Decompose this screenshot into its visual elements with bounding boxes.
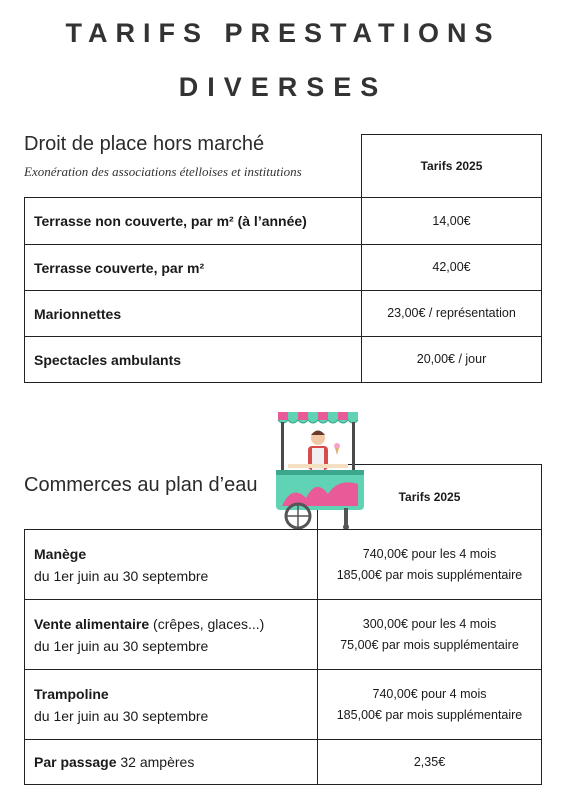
- page-title-line-2: DIVERSES: [178, 72, 388, 102]
- page-title-line-1: TARIFS PRESTATIONS: [65, 18, 501, 48]
- row-label-cell: [25, 530, 318, 600]
- section2-title: Commerces au plan d’eau: [24, 474, 258, 496]
- row-period: du 1er juin au 30 septembre: [34, 637, 209, 654]
- row-label-extra: (crêpes, glaces...): [149, 615, 265, 632]
- table-row: [25, 740, 542, 785]
- row-price-line2: 185,00€ par mois supplémentaire: [336, 567, 523, 582]
- row-label: Par passage: [34, 754, 117, 770]
- row-period: du 1er juin au 30 septembre: [34, 567, 209, 584]
- section1-price-header: Tarifs 2025: [420, 159, 483, 173]
- row-price-line2: 75,00€ par mois supplémentaire: [340, 637, 519, 652]
- row-price-cell: [318, 530, 542, 600]
- row-price-cell: [318, 600, 542, 670]
- row-label: Manège: [34, 545, 87, 562]
- table-row: [25, 245, 542, 291]
- table-row: [25, 600, 542, 670]
- table-row: [25, 291, 542, 337]
- table-row: [25, 670, 542, 740]
- row-price-cell: [318, 670, 542, 740]
- row-label: Trampoline: [34, 685, 109, 702]
- row-label: Terrasse couverte, par m²: [25, 245, 362, 291]
- table-row: [25, 198, 542, 245]
- ice-cream-cart-illustration: [272, 408, 368, 532]
- section1-subtitle: Exonération des associations ételloises et institutions: [24, 164, 302, 179]
- section2-table: [24, 529, 542, 785]
- section2-price-header: Tarifs 2025: [398, 490, 461, 504]
- row-price: 42,00€: [362, 245, 542, 291]
- section1-title: Droit de place hors marché: [24, 133, 265, 155]
- row-label: Terrasse non couverte, par m² (à l’année): [25, 198, 362, 245]
- row-price: 23,00€ / représentation: [362, 291, 542, 337]
- row-price-line2: 185,00€ par mois supplémentaire: [336, 707, 523, 722]
- row-price-line1: 2,35€: [413, 754, 446, 769]
- row-price: 20,00€ / jour: [362, 337, 542, 383]
- row-price-cell: [318, 740, 542, 785]
- row-label-cell: [25, 600, 318, 670]
- row-period: du 1er juin au 30 septembre: [34, 707, 209, 724]
- table-row: [25, 530, 542, 600]
- row-label-cell: [25, 670, 318, 740]
- row-label: Marionnettes: [25, 291, 362, 337]
- section1-table: [24, 197, 542, 383]
- row-label: Spectacles ambulants: [25, 337, 362, 383]
- row-label-extra: 32 ampères: [116, 754, 195, 770]
- row-label: Vente alimentaire: [34, 615, 150, 632]
- row-price-line1: 300,00€ pour les 4 mois: [362, 616, 497, 631]
- row-label-cell: [25, 740, 318, 785]
- row-price-line1: 740,00€ pour les 4 mois: [362, 546, 497, 561]
- table-row: [25, 337, 542, 383]
- row-price-line1: 740,00€ pour 4 mois: [372, 686, 487, 701]
- section1-price-header-box: [361, 134, 542, 198]
- row-price: 14,00€: [362, 198, 542, 245]
